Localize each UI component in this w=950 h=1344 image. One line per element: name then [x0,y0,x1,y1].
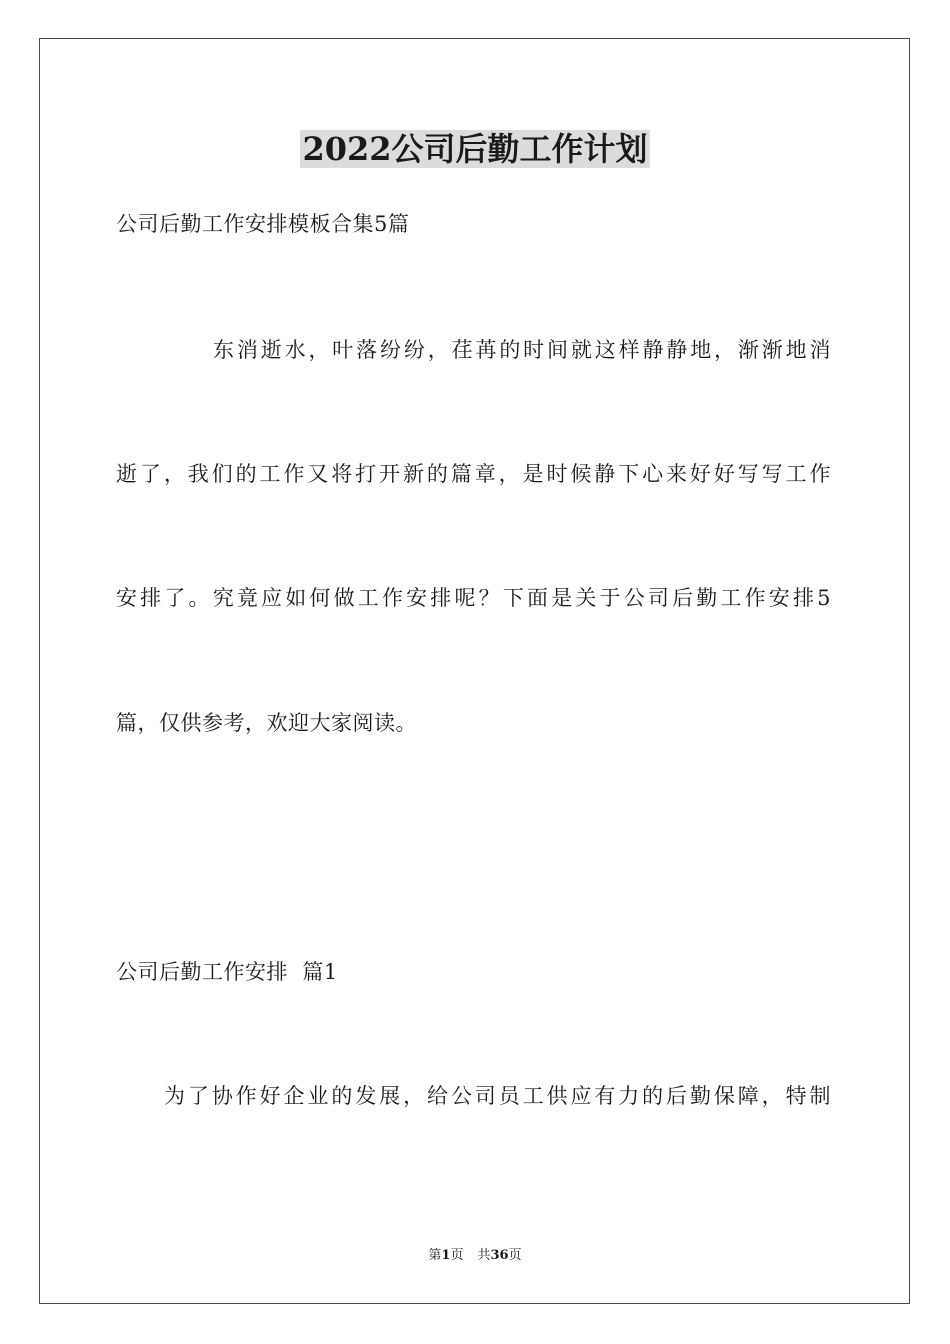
intro-line-4: 篇，仅供参考，欢迎大家阅读。 [116,711,417,735]
intro-line-3: 安排了。究竟应如何做工作安排呢？下面是关于公司后勤工作安排5 [116,586,831,610]
section-first-line: 为了协作好企业的发展，给公司员工供应有力的后勤保障，特制 [164,1084,831,1108]
footer-current-page: 1 [441,1248,451,1263]
document-subtitle: 公司后勤工作安排模板合集5篇 [116,212,410,236]
footer-total-suffix: 页 [508,1248,522,1263]
footer-total-prefix: 共 [477,1248,491,1263]
footer-page-suffix: 页 [450,1248,464,1263]
footer-total-pages: 36 [490,1248,509,1263]
document-title-text: 2022公司后勤工作计划 [302,130,648,168]
intro-line-1: 东消逝水，叶落纷纷，荏苒的时间就这样静静地，渐渐地消 [213,338,831,362]
footer-page-prefix: 第 [428,1248,442,1263]
document-title [0,128,950,170]
section-heading: 公司后勤工作安排 篇1 [116,960,338,984]
page-footer [0,1247,950,1265]
intro-line-2: 逝了，我们的工作又将打开新的篇章，是时候静下心来好好写写工作 [116,462,831,486]
